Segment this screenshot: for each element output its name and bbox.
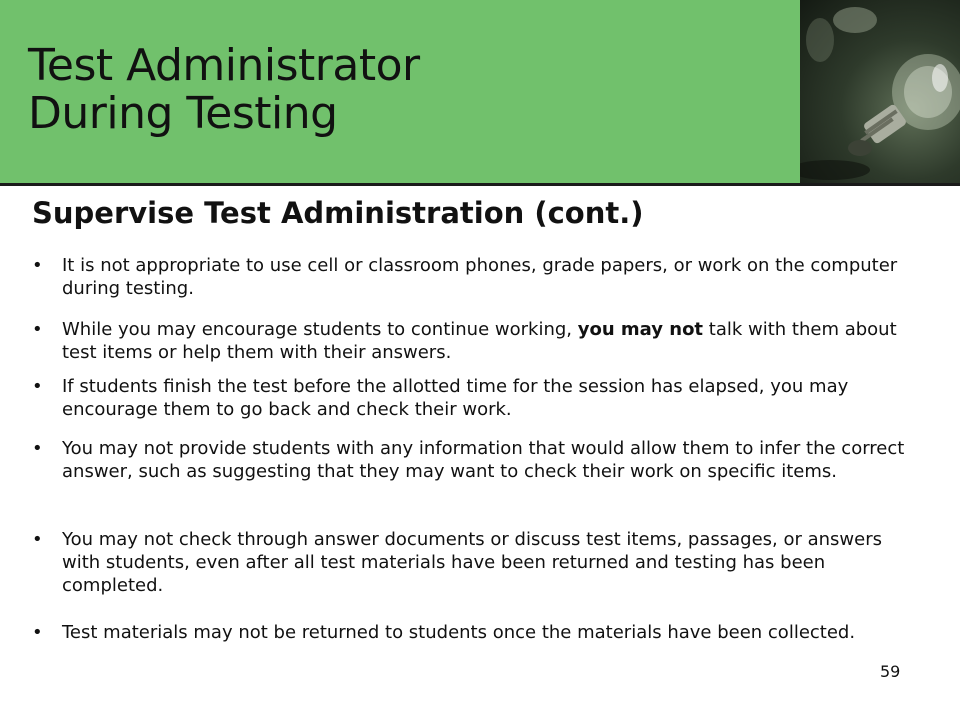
bullet-item: • If students finish the test before the allotted time for the session has elapsed, you may encourage them to go back and check their work. <box>32 375 912 437</box>
light-bulb-icon <box>800 0 960 183</box>
title-line-2: During Testing <box>28 88 338 139</box>
title-line-1: Test Administrator <box>28 40 420 91</box>
bullet-item: • Test materials may not be returned to students once the materials have been collected. <box>32 621 912 644</box>
bullet-item: • It is not appropriate to use cell or classroom phones, grade papers, or work on the computer during testing. <box>32 254 912 318</box>
bullet-item: • You may not provide students with any information that would allow them to infer the correct answer, such as suggesting that they may want to check their work on specific items. <box>32 437 912 528</box>
page-number: 59 <box>880 662 901 681</box>
bullet-emphasis: you may not <box>577 319 704 340</box>
section-heading: Supervise Test Administration (cont.) <box>32 196 644 230</box>
light-bulb-photo <box>800 0 960 183</box>
bullet-text: While you may encourage students to continue working, <box>62 319 578 340</box>
bullet-text: talk with them about test items or help them with their answers. <box>62 319 897 363</box>
slide-title <box>28 42 420 138</box>
bullet-item <box>32 318 912 375</box>
bullet-list <box>32 254 912 644</box>
title-banner <box>0 0 800 183</box>
header-divider <box>0 183 960 186</box>
bullet-item: • You may not check through answer documents or discuss test items, passages, or answers with students, even after all test materials have been returned and testing has been completed. <box>32 528 912 621</box>
